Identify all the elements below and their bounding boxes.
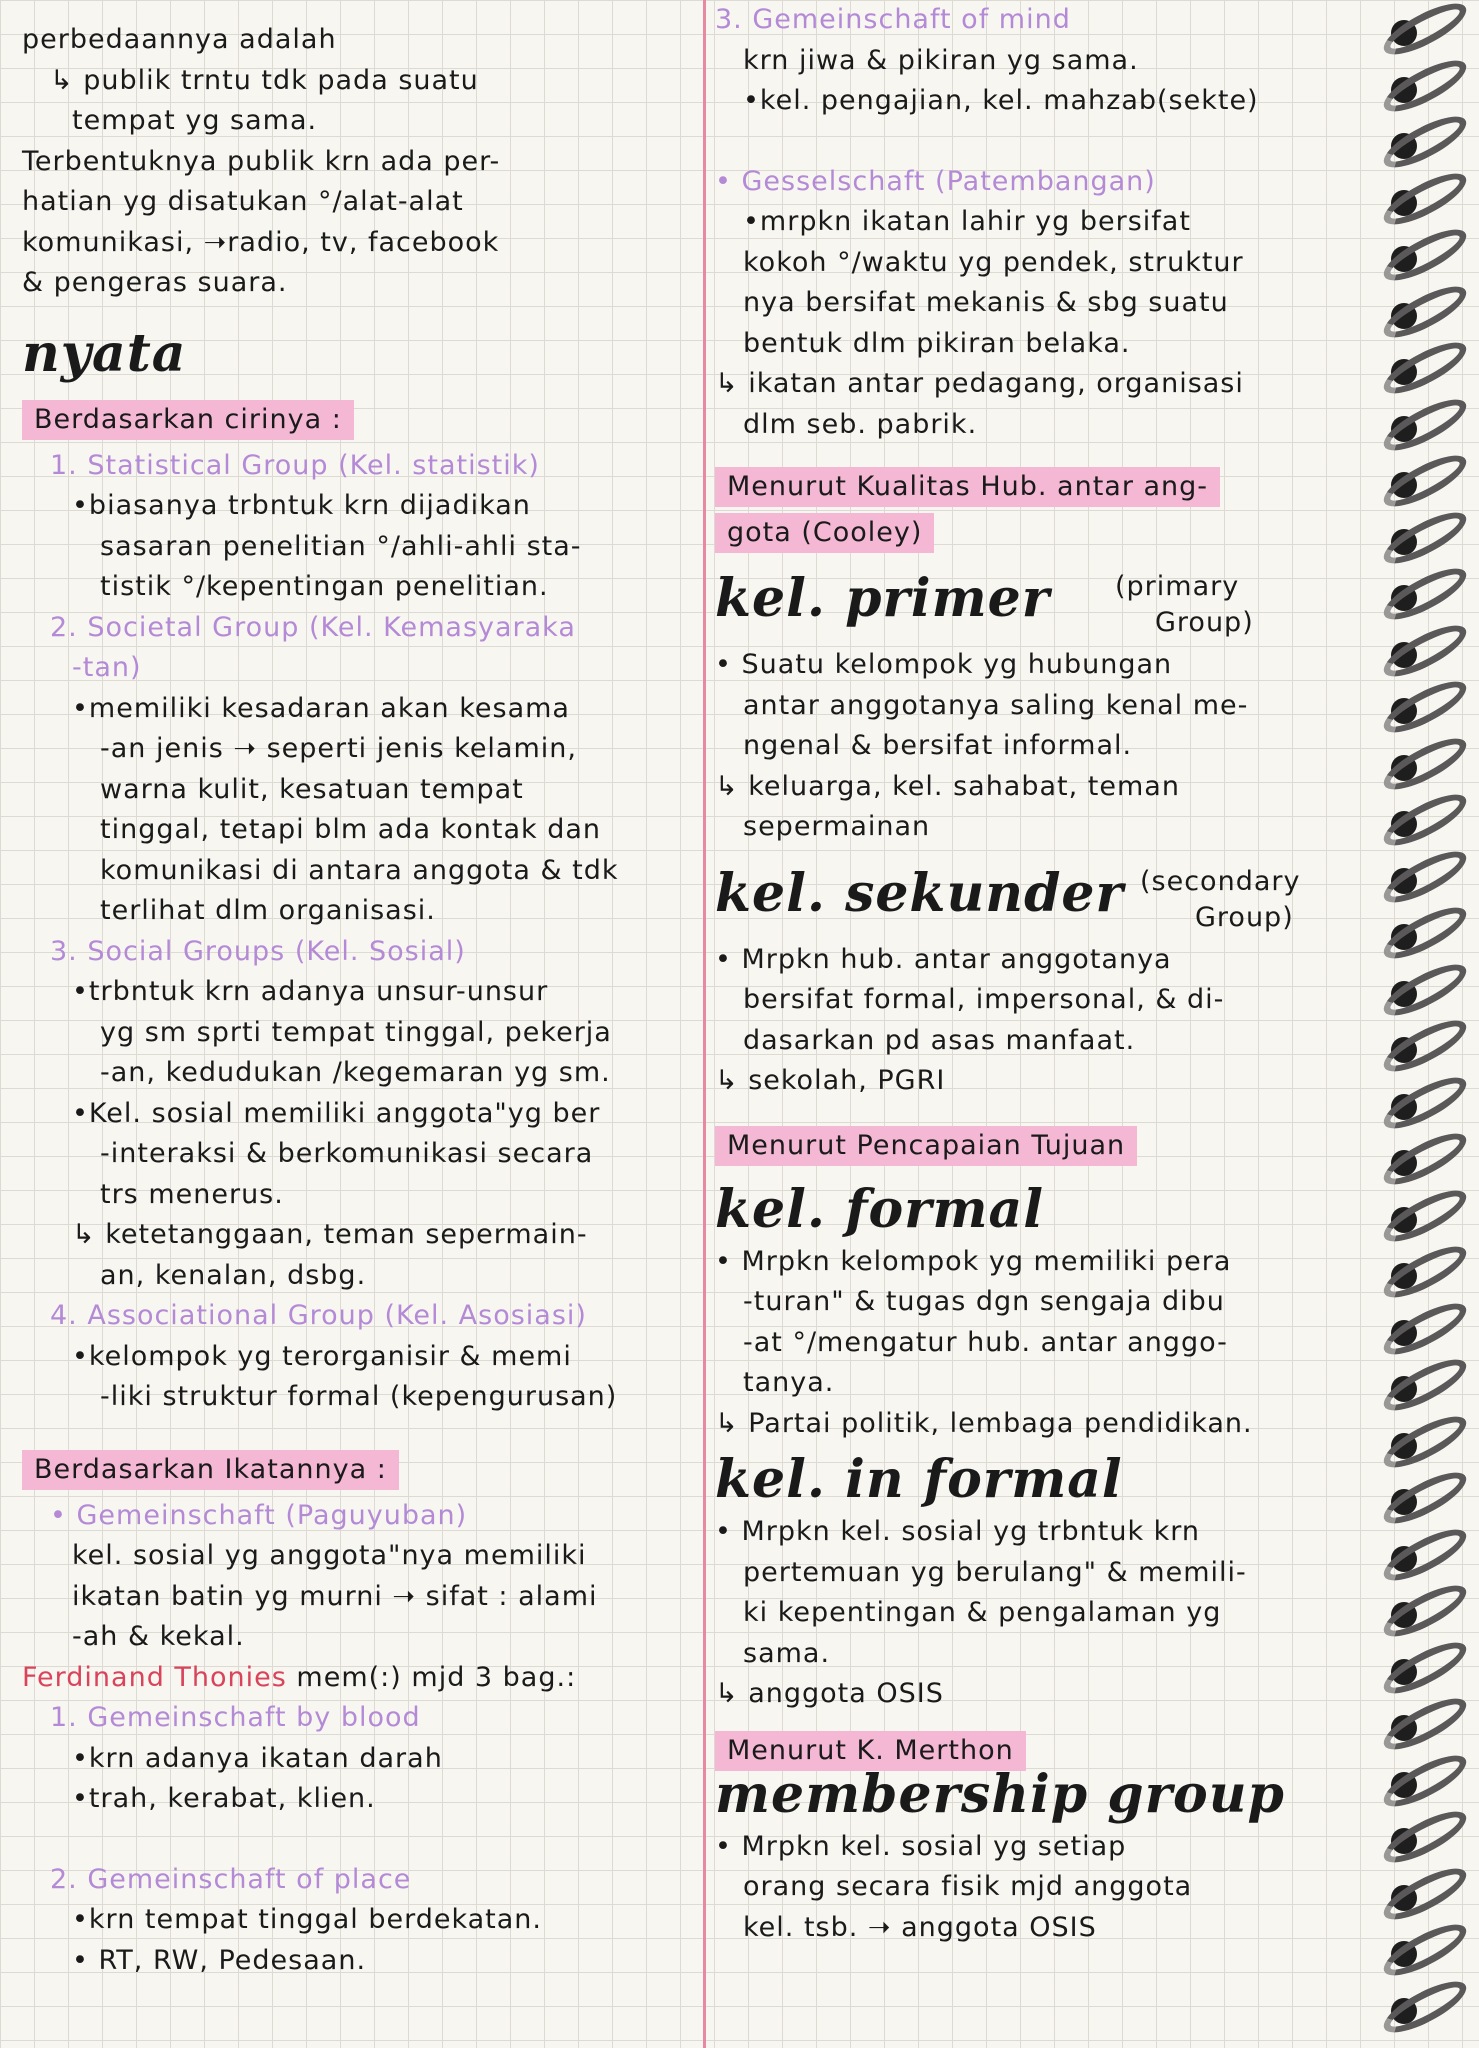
note-line: nya bersifat mekanis & sbg suatu: [743, 287, 1229, 318]
subheading-line: 2. Gemeinschaft of place: [50, 1863, 412, 1895]
note-line: trs menerus.: [100, 1178, 284, 1210]
note-line: yg sm sprti tempat tinggal, pekerja: [100, 1016, 612, 1048]
subheading-line: 4. Associational Group (Kel. Asosiasi): [50, 1300, 587, 1331]
primer-note: (primary: [1115, 571, 1240, 602]
sekunder-note: (secondary: [1140, 865, 1301, 897]
heading-membership-group: membership group: [715, 1763, 1285, 1825]
note-line: kokoh °/waktu yg pendek, struktur: [743, 246, 1244, 278]
note-text: mem(:) mjd 3 bag.:: [286, 1661, 577, 1693]
note-line: komunikasi, ➝radio, tv, facebook: [22, 226, 500, 258]
note-line: ikatan batin yg murni ➝ sifat : alami: [72, 1580, 598, 1612]
subheading-line: -tan): [72, 652, 142, 683]
sekunder-list: [715, 940, 1355, 1102]
heading-kel-primer: kel. primer: [715, 568, 1051, 629]
primer-list: [715, 645, 1355, 848]
note-line: -an, kedudukan /kegemaran yg sm.: [100, 1057, 611, 1088]
note-line: -liki struktur formal (kepengurusan): [100, 1381, 618, 1412]
note-line: • Mrpkn kelompok yg memiliki pera: [715, 1245, 1232, 1277]
note-line: sama.: [743, 1637, 831, 1669]
note-line: orang secara fisik mjd anggota: [743, 1871, 1193, 1902]
note-line: •Kel. sosial memiliki anggota"yg ber: [72, 1097, 601, 1129]
note-line: -interaksi & berkomunikasi secara: [100, 1138, 594, 1169]
note-line: • Mrpkn hub. antar anggotanya: [715, 943, 1172, 975]
subheading-line: • Gemeinschaft (Paguyuban): [50, 1499, 468, 1531]
note-line: ↳ publik trntu tdk pada suatu: [50, 64, 479, 96]
note-line: tistik °/kepentingan penelitian.: [100, 571, 549, 602]
primer-note: Group): [1155, 607, 1254, 638]
note-line: •memiliki kesadaran akan kesama: [72, 692, 570, 724]
gemeinschaft-continued: [715, 0, 1355, 445]
informal-list: [715, 1512, 1355, 1715]
note-line: •kelompok yg terorganisir & memi: [72, 1340, 572, 1372]
note-line: tempat yg sama.: [72, 105, 318, 136]
note-line: •krn adanya ikatan darah: [72, 1742, 443, 1774]
note-line: • Mrpkn kel. sosial yg setiap: [715, 1830, 1127, 1862]
subheading-line: 1. Statistical Group (Kel. statistik): [50, 449, 540, 481]
formal-list: [715, 1242, 1355, 1445]
note-line: dasarkan pd asas manfaat.: [743, 1024, 1136, 1056]
heading-kel-formal: kel. formal: [715, 1178, 1044, 1240]
note-line: ngenal & bersifat informal.: [743, 730, 1133, 761]
note-line: -ah & kekal.: [72, 1621, 245, 1652]
subheading-line: 3. Gemeinschaft of mind: [715, 4, 1071, 35]
sekunder-note: Group): [1195, 901, 1294, 933]
note-line: kel. sosial yg anggota"nya memiliki: [72, 1540, 587, 1571]
highlight-heading-tujuan: Menurut Pencapaian Tujuan: [715, 1126, 1137, 1166]
highlight-heading-ciri: Berdasarkan cirinya :: [22, 400, 354, 440]
highlight-heading-merthon: Menurut K. Merthon: [715, 1731, 1026, 1771]
note-line: hatian yg disatukan °/alat-alat: [22, 186, 464, 217]
note-line: ↳ keluarga, kel. sahabat, teman: [715, 770, 1180, 802]
note-line: & pengeras suara.: [22, 267, 288, 298]
note-line: -at °/mengatur hub. antar anggo-: [743, 1326, 1228, 1358]
note-line: -an jenis ➝ seperti jenis kelamin,: [100, 733, 577, 764]
note-line: •krn tempat tinggal berdekatan.: [72, 1904, 543, 1935]
note-line: [22, 1658, 682, 1699]
subheading-line: 3. Social Groups (Kel. Sosial): [50, 935, 466, 967]
right-column: [715, 4, 1355, 1948]
note-line: krn jiwa & pikiran yg sama.: [743, 44, 1139, 76]
note-line: •trah, kerabat, klien.: [72, 1783, 376, 1814]
note-line: an, kenalan, dsbg.: [100, 1259, 367, 1291]
note-line: komunikasi di antara anggota & tdk: [100, 854, 619, 886]
highlight-heading-kualitas: Menurut Kualitas Hub. antar ang-: [715, 467, 1220, 507]
note-line: ↳ ketetanggaan, teman sepermain-: [72, 1219, 588, 1250]
note-line: antar anggotanya saling kenal me-: [743, 689, 1249, 721]
heading-nyata: nyata: [22, 322, 187, 384]
note-line: -turan" & tugas dgn sengaja dibu: [743, 1286, 1225, 1317]
note-line: perbedaannya adalah: [22, 24, 337, 55]
note-line: tinggal, tetapi blm ada kontak dan: [100, 814, 602, 845]
subheading-line: • Gesselschaft (Patembangan): [715, 165, 1156, 197]
note-line: sasaran penelitian °/ahli-ahli sta-: [100, 530, 582, 562]
note-line: ↳ Partai politik, lembaga pendidikan.: [715, 1407, 1253, 1439]
note-line: bentuk dlm pikiran belaka.: [743, 327, 1131, 359]
note-line: •mrpkn ikatan lahir yg bersifat: [743, 206, 1191, 237]
note-line: [715, 122, 1355, 162]
spiral-binding: [1369, 0, 1479, 2048]
note-line: kel. tsb. ➝ anggota OSIS: [743, 1911, 1097, 1943]
intro-block: [22, 20, 682, 304]
membership-list: [715, 1827, 1355, 1949]
margin-line: [703, 0, 706, 2048]
note-line: sepermainan: [743, 811, 931, 842]
highlight-heading-kualitas-2: gota (Cooley): [715, 513, 934, 553]
left-column: [22, 20, 682, 1981]
note-line: ↳ sekolah, PGRI: [715, 1065, 946, 1096]
note-line: •biasanya trbntuk krn dijadikan: [72, 490, 531, 521]
ikatan-list: [22, 1496, 682, 1982]
note-line: Terbentuknya publik krn ada per-: [22, 145, 501, 177]
note-line: bersifat formal, impersonal, & di-: [743, 984, 1225, 1015]
subheading-line: 1. Gemeinschaft by blood: [50, 1702, 421, 1733]
author-name: Ferdinand Thonies: [22, 1661, 287, 1693]
note-line: pertemuan yg berulang" & memili-: [743, 1556, 1247, 1588]
note-line: •trbntuk krn adanya unsur-unsur: [72, 976, 549, 1007]
heading-kel-sekunder: kel. sekunder: [715, 862, 1124, 924]
note-line: tanya.: [743, 1367, 835, 1398]
note-line: ↳ anggota OSIS: [715, 1678, 944, 1709]
note-line: • RT, RW, Pedesaan.: [72, 1944, 367, 1976]
highlight-heading-ikatan: Berdasarkan Ikatannya :: [22, 1450, 399, 1490]
note-line: •kel. pengajian, kel. mahzab(sekte): [743, 85, 1259, 116]
note-line: dlm seb. pabrik.: [743, 408, 978, 440]
note-line: ↳ ikatan antar pedagang, organisasi: [715, 368, 1244, 399]
ciri-list: [22, 446, 682, 1418]
note-line: [22, 1820, 682, 1860]
note-line: warna kulit, kesatuan tempat: [100, 773, 524, 805]
note-line: • Suatu kelompok yg hubungan: [715, 649, 1173, 680]
note-line: ki kepentingan & pengalaman yg: [743, 1597, 1222, 1628]
subheading-line: 2. Societal Group (Kel. Kemasyaraka: [50, 611, 576, 643]
heading-kel-informal: kel. in formal: [715, 1449, 1123, 1510]
note-line: • Mrpkn kel. sosial yg trbntuk krn: [715, 1516, 1201, 1547]
note-line: terlihat dlm organisasi.: [100, 895, 436, 926]
